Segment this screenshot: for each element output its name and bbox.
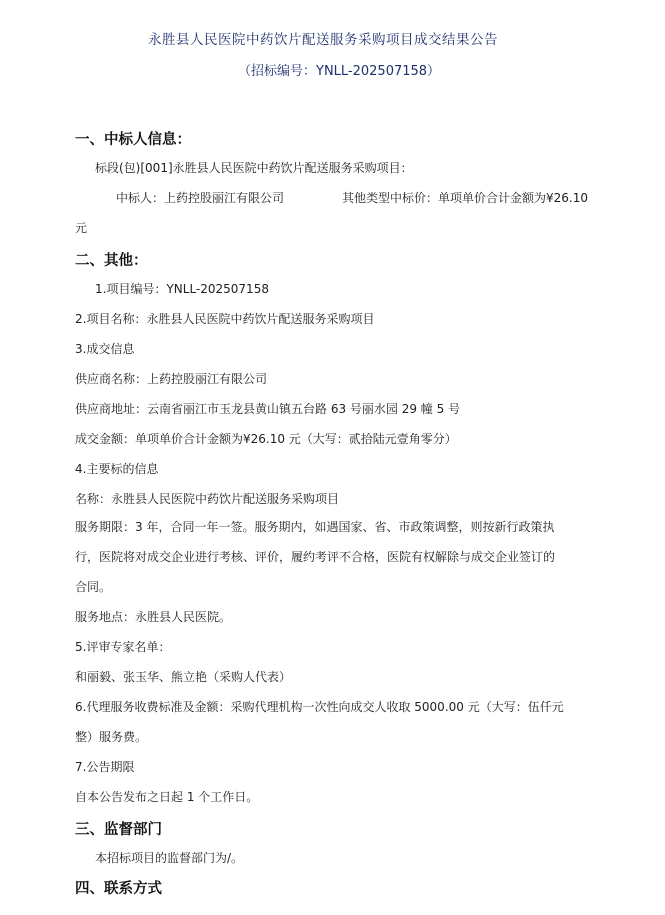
project-name: 2.项目名称：永胜县人民医院中药饮片配送服务采购项目 bbox=[75, 312, 375, 326]
subject-info-heading: 4.主要标的信息 bbox=[75, 462, 159, 476]
experts-list: 和丽毅、张玉华、熊立艳（采购人代表） bbox=[75, 670, 292, 684]
section-heading-winner-info: 一、中标人信息： bbox=[75, 132, 191, 148]
tender-number-subtitle: （招标编号：YNLL-202507158） bbox=[238, 64, 441, 79]
supplier-name: 供应商名称：上药控股丽江有限公司 bbox=[75, 372, 268, 386]
agency-fee-line1: 6.代理服务收费标准及金额：采购代理机构一次性向成交人收取 5000.00 元（大写：伍仟元 bbox=[75, 700, 564, 714]
subject-name: 名称：永胜县人民医院中药饮片配送服务采购项目 bbox=[75, 492, 340, 506]
supplier-address: 供应商地址：云南省丽江市玉龙县黄山镇五台路 63 号丽水园 29 幢 5 号 bbox=[75, 402, 461, 416]
deal-amount: 成交金额：单项单价合计金额为¥26.10 元（大写：贰拾陆元壹角零分） bbox=[75, 432, 457, 446]
experts-heading: 5.评审专家名单： bbox=[75, 640, 171, 654]
section-heading-other: 二、其他： bbox=[75, 253, 148, 269]
project-number: 1.项目编号：YNLL-202507158 bbox=[95, 282, 269, 296]
section-heading-contact: 四、联系方式 bbox=[75, 881, 162, 897]
lot-line: 标段(包)[001]永胜县人民医院中药饮片配送服务采购项目： bbox=[95, 161, 413, 175]
notice-period-heading: 7.公告期限 bbox=[75, 760, 135, 774]
deal-info-heading: 3.成交信息 bbox=[75, 342, 135, 356]
supervision-text: 本招标项目的监督部门为/。 bbox=[95, 851, 244, 865]
winning-price: 其他类型中标价：单项单价合计金额为¥26.10 bbox=[342, 191, 588, 205]
section-heading-supervision: 三、监督部门 bbox=[75, 822, 162, 838]
agency-fee-line2: 整）服务费。 bbox=[75, 730, 148, 744]
service-period-line1: 服务期限：3 年，合同一年一签。服务期内，如遇国家、省、市政策调整，则按新行政策执 bbox=[75, 520, 555, 534]
page-title: 永胜县人民医院中药饮片配送服务采购项目成交结果公告 bbox=[148, 32, 498, 48]
winning-price-unit: 元 bbox=[75, 221, 88, 235]
winner-name: 中标人：上药控股丽江有限公司 bbox=[116, 191, 285, 205]
notice-period-text: 自本公告发布之日起 1 个工作日。 bbox=[75, 790, 259, 804]
service-location: 服务地点：永胜县人民医院。 bbox=[75, 610, 232, 624]
service-period-line2: 行，医院将对成交企业进行考核、评价，履约考评不合格，医院有权解除与成交企业签订的 bbox=[75, 550, 556, 564]
service-period-line3: 合同。 bbox=[75, 580, 112, 594]
